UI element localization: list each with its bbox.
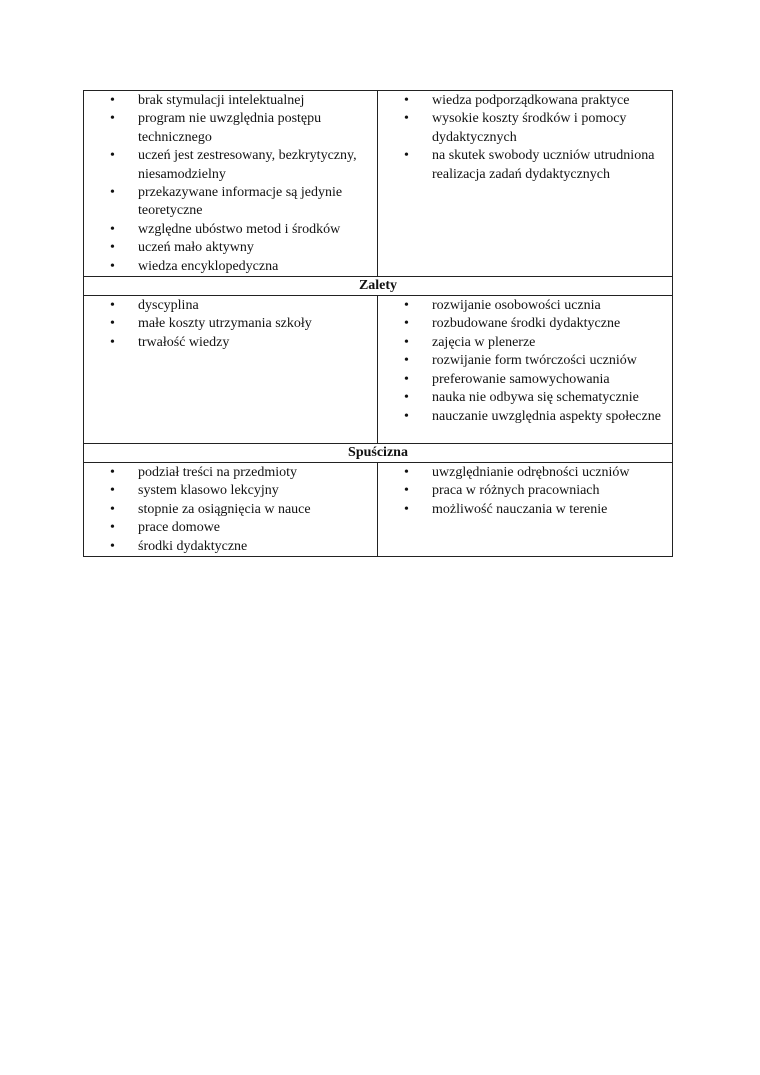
list-item: • możliwość nauczania w terenie bbox=[378, 501, 668, 519]
table-row-legacy bbox=[84, 463, 673, 557]
list-item: • uwzględnianie odrębności uczniów bbox=[378, 464, 668, 482]
bullet-list-right bbox=[378, 463, 672, 519]
list-item: • przekazywane informacje są jedynie teoretyczne bbox=[84, 184, 373, 221]
list-item: • trwałość wiedzy bbox=[84, 334, 373, 352]
bullet-list-left bbox=[84, 296, 377, 352]
list-item: • podział treści na przedmioty bbox=[84, 464, 373, 482]
table-row-advantages bbox=[84, 296, 673, 444]
list-item: • rozwijanie osobowości ucznia bbox=[378, 297, 668, 315]
list-item: • środki dydaktyczne bbox=[84, 538, 373, 556]
list-item: • rozbudowane środki dydaktyczne bbox=[378, 315, 668, 333]
cell-left bbox=[84, 91, 378, 277]
list-item: • preferowanie samowychowania bbox=[378, 371, 668, 389]
list-item: • nauka nie odbywa się schematycznie bbox=[378, 389, 668, 407]
list-item: • zajęcia w plenerze bbox=[378, 334, 668, 352]
list-item: • prace domowe bbox=[84, 519, 373, 537]
cell-right bbox=[378, 296, 673, 444]
list-item: • małe koszty utrzymania szkoły bbox=[84, 315, 373, 333]
list-item: • brak stymulacji intelektualnej bbox=[84, 92, 373, 110]
table-row-disadvantages bbox=[84, 91, 673, 277]
list-item: • dyscyplina bbox=[84, 297, 373, 315]
list-item: • uczeń jest zestresowany, bezkrytyczny, niesamodzielny bbox=[84, 147, 373, 184]
section-header-row bbox=[84, 444, 673, 463]
cell-left bbox=[84, 296, 378, 444]
list-item: • wysokie koszty środków i pomocy dydaktycznych bbox=[378, 110, 668, 147]
list-item: • system klasowo lekcyjny bbox=[84, 482, 373, 500]
list-item: • na skutek swobody uczniów utrudniona realizacja zadań dydaktycznych bbox=[378, 147, 668, 184]
bullet-list-left bbox=[84, 91, 377, 276]
list-item: • względne ubóstwo metod i środków bbox=[84, 221, 373, 239]
cell-left bbox=[84, 463, 378, 557]
section-header-spuscizna: Spuścizna bbox=[84, 444, 673, 463]
section-header-zalety: Zalety bbox=[84, 277, 673, 296]
list-item: • stopnie za osiągnięcia w nauce bbox=[84, 501, 373, 519]
comparison-table bbox=[83, 90, 673, 557]
list-item: • program nie uwzględnia postępu technicznego bbox=[84, 110, 373, 147]
cell-right bbox=[378, 463, 673, 557]
list-item: • wiedza encyklopedyczna bbox=[84, 258, 373, 276]
bullet-list-right bbox=[378, 296, 672, 426]
bullet-list-right bbox=[378, 91, 672, 184]
section-header-row bbox=[84, 277, 673, 296]
cell-right bbox=[378, 91, 673, 277]
list-item: • nauczanie uwzględnia aspekty społeczne bbox=[378, 408, 668, 426]
list-item: • wiedza podporządkowana praktyce bbox=[378, 92, 668, 110]
list-item: • praca w różnych pracowniach bbox=[378, 482, 668, 500]
list-item: • rozwijanie form twórczości uczniów bbox=[378, 352, 668, 370]
bullet-list-left bbox=[84, 463, 377, 556]
list-item: • uczeń mało aktywny bbox=[84, 239, 373, 257]
